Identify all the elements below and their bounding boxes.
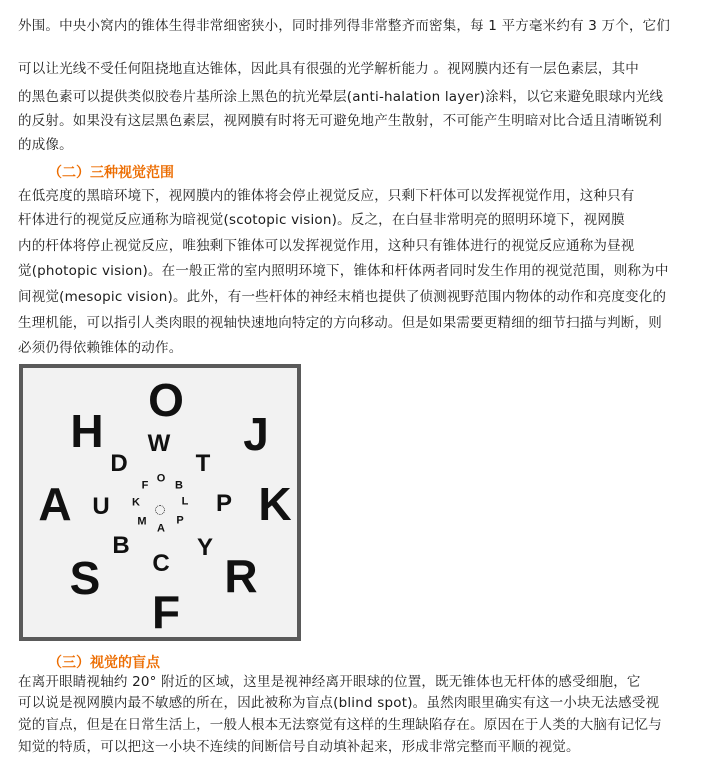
paragraph-line: 觉(photopic vision)。在一般正常的室内照明环境下，锥体和杆体两者同时发生作用的视觉范围，则称为中 bbox=[18, 263, 669, 279]
figure-letter: O bbox=[148, 374, 184, 426]
figure-letter: Y bbox=[196, 534, 214, 561]
paragraph-line: 的黑色素可以提供类似胶卷片基所涂上黑色的抗光晕层(anti-halation layer)涂料，以它来避免眼球内光线 bbox=[18, 89, 664, 105]
paragraph-line: 可以说是视网膜内最不敏感的所在，因此被称为盲点(blind spot)。虽然肉眼里确实有这一小块无法感受视 bbox=[18, 695, 660, 711]
figure-letter: S bbox=[69, 552, 101, 604]
figure-letter: B bbox=[175, 479, 183, 492]
paragraph-line: 外围。中央小窝内的锥体生得非常细密狭小，同时排列得非常整齐而密集，每 1 平方毫米约有 3 万个，它们 bbox=[18, 18, 671, 34]
figure-letter: F bbox=[151, 586, 181, 638]
paragraph-line: 必须仍得依赖锥体的动作。 bbox=[18, 340, 183, 356]
paragraph-line: 内的杆体将停止视觉反应，唯独剩下锥体可以发挥视觉作用，这种只有锥体进行的视觉反应通称为昼视 bbox=[18, 238, 635, 254]
section-heading: （三）视觉的盲点 bbox=[48, 655, 160, 671]
paragraph-line: 间视觉(mesopic vision)。此外，有一些杆体的神经末梢也提供了侦测视野范围内物体的动作和亮度变化的 bbox=[18, 289, 667, 305]
paragraph-line: 杆体进行的视觉反应通称为暗视觉(scotopic vision)。反之，在白昼非常明亮的照明环境下，视网膜 bbox=[18, 212, 625, 228]
figure-letter: H bbox=[70, 405, 104, 457]
paragraph-line: 的反射。如果没有这层黑色素层，视网膜有时将无可避免地产生散射，不可能产生明暗对比合适且清晰锐利 bbox=[18, 113, 662, 129]
figure-letter: O bbox=[156, 472, 166, 485]
letter-acuity-figure bbox=[19, 364, 301, 641]
figure-letter: B bbox=[112, 532, 130, 559]
paragraph-line: 在低亮度的黑暗环境下，视网膜内的锥体将会停止视觉反应，只剩下杆体可以发挥视觉作用，这种只有 bbox=[18, 188, 635, 204]
section-heading: （二）三种视觉范围 bbox=[48, 165, 174, 181]
figure-canvas bbox=[23, 368, 297, 637]
figure-letter: A bbox=[38, 478, 72, 530]
figure-letter: U bbox=[92, 493, 110, 520]
figure-letter: K bbox=[132, 496, 140, 509]
figure-letter: P bbox=[215, 490, 233, 517]
paragraph-line: 可以让光线不受任何阻挠地直达锥体，因此具有很强的光学解析能力 。视网膜内还有一层色素层，其中 bbox=[18, 61, 639, 77]
figure-letter: K bbox=[258, 478, 292, 530]
fixation-point bbox=[155, 505, 165, 515]
figure-letter: W bbox=[147, 430, 171, 457]
figure-letter: T bbox=[195, 450, 211, 477]
paragraph-line: 知觉的特质，可以把这一小块不连续的间断信号自动填补起来，形成非常完整而平顺的视觉。 bbox=[18, 739, 580, 755]
figure-letter: R bbox=[224, 550, 258, 602]
paragraph-line: 生理机能，可以指引人类肉眼的视轴快速地向特定的方向移动。但是如果需要更精细的细节扫描与判断，则 bbox=[18, 315, 662, 331]
paragraph-line: 在离开眼睛视轴约 20° 附近的区域，这里是视神经离开眼球的位置，既无锥体也无杆体的感受细胞，它 bbox=[18, 674, 641, 690]
figure-letter: M bbox=[137, 515, 147, 528]
figure-letter: F bbox=[141, 479, 149, 492]
paragraph-line: 觉的盲点，但是在日常生活上，一般人根本无法察觉有这样的生理缺陷存在。原因在于人类的大脑有记忆与 bbox=[18, 717, 662, 733]
figure-letter: J bbox=[243, 408, 269, 460]
figure-letter: L bbox=[181, 495, 189, 508]
figure-letter: C bbox=[152, 550, 170, 577]
figure-letter: P bbox=[176, 514, 184, 527]
figure-letter: A bbox=[157, 522, 165, 535]
paragraph-line: 的成像。 bbox=[18, 137, 73, 153]
letter-chart bbox=[23, 368, 297, 637]
figure-letter: D bbox=[110, 450, 128, 477]
